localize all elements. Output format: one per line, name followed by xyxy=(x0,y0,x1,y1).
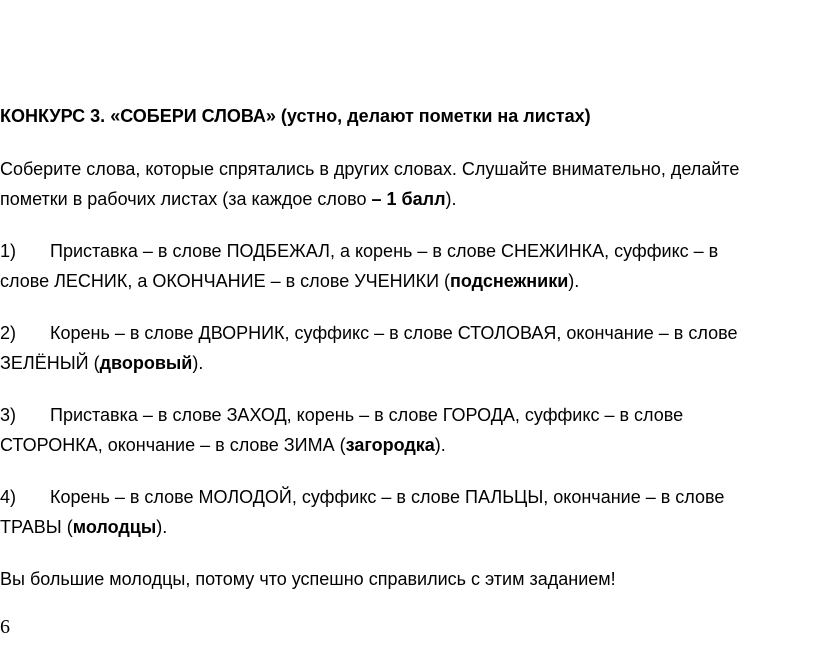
item-4-line-2 xyxy=(0,516,167,538)
item-1-number: 1) xyxy=(0,241,17,261)
item-1-text-cont: слове ЛЕСНИК, а ОКОНЧАНИЕ – в слове УЧЕНИКИ ( xyxy=(0,271,451,291)
item-3-end: ). xyxy=(434,435,446,455)
item-3-answer: загородка xyxy=(345,435,435,455)
intro-line-2 xyxy=(0,188,457,210)
item-4-text-cont: ТРАВЫ ( xyxy=(0,517,73,537)
item-3-text-cont: СТОРОНКА, окончание – в слове ЗИМА ( xyxy=(0,435,346,455)
item-2-line-1 xyxy=(0,322,737,344)
item-2-text: Корень – в слове ДВОРНИК, суффикс – в слове СТОЛОВАЯ, окончание – в слове xyxy=(50,323,738,343)
contest-title: КОНКУРС 3. «СОБЕРИ СЛОВА» (устно, делают пометки на листах) xyxy=(0,106,591,126)
item-3-line-1 xyxy=(0,404,683,426)
item-1-text: Приставка – в слове ПОДБЕЖАЛ, а корень – в слове СНЕЖИНКА, суффикс – в xyxy=(50,241,719,261)
item-1-answer: подснежники xyxy=(450,271,569,291)
item-2-number: 2) xyxy=(0,323,17,343)
item-4-text: Корень – в слове МОЛОДОЙ, суффикс – в слове ПАЛЬЦЫ, окончание – в слове xyxy=(50,487,725,507)
intro-end: ). xyxy=(445,189,457,209)
item-2-answer: дворовый xyxy=(99,353,193,373)
page-number: 6 xyxy=(0,616,10,638)
intro-text: пометки в рабочих листах (за каждое слово xyxy=(0,189,372,209)
item-4-line-1 xyxy=(0,486,724,508)
item-1-end: ). xyxy=(568,271,580,291)
closing-text: Вы большие молодцы, потому что успешно справились с этим заданием! xyxy=(0,569,616,589)
intro-line-1: Соберите слова, которые спрятались в других словах. Слушайте внимательно, делайте xyxy=(0,159,740,179)
item-3-text: Приставка – в слове ЗАХОД, корень – в слове ГОРОДА, суффикс – в слове xyxy=(50,405,684,425)
item-4-answer: молодцы xyxy=(72,517,157,537)
item-2-end: ). xyxy=(192,353,204,373)
item-1-line-1 xyxy=(0,240,718,262)
item-2-text-cont: ЗЕЛЁНЫЙ ( xyxy=(0,353,100,373)
item-4-end: ). xyxy=(156,517,168,537)
score-text: – 1 балл xyxy=(371,189,446,209)
item-3-line-2 xyxy=(0,434,446,456)
item-2-line-2 xyxy=(0,352,203,374)
item-4-number: 4) xyxy=(0,487,17,507)
item-3-number: 3) xyxy=(0,405,17,425)
item-1-line-2 xyxy=(0,270,579,292)
